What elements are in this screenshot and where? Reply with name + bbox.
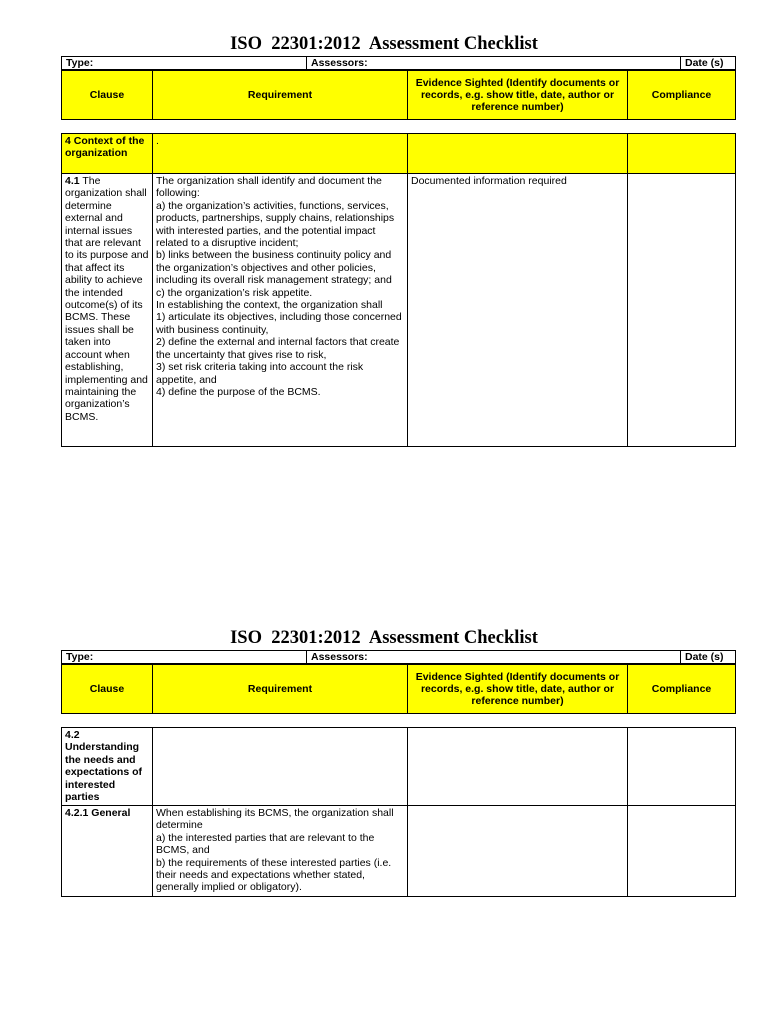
section-requirement: . [153, 134, 408, 174]
compliance-header: Compliance [628, 71, 736, 120]
requirement-header: Requirement [153, 71, 408, 120]
section-row [62, 728, 736, 806]
requirement-line: In establishing the context, the organization shall [156, 299, 383, 312]
table-row [62, 174, 736, 447]
header-table [61, 650, 736, 664]
requirement-cell [153, 806, 408, 897]
requirement-line: 2) define the external and internal factors that create the uncertainty that gives rise to risk, [156, 336, 400, 361]
section-compliance [628, 134, 736, 174]
clause-header: Clause [62, 665, 153, 714]
requirement-line: The organization shall identify and document the following: [156, 175, 382, 200]
meta-row [62, 57, 736, 70]
clause-cell [62, 174, 153, 447]
requirement-line: 3) set risk criteria taking into account the risk appetite, and [156, 361, 364, 386]
column-header-row [62, 665, 736, 714]
section-compliance [628, 728, 736, 806]
section-row [62, 134, 736, 174]
requirement-line: b) links between the business continuity policy and the organization’s objectives and other policies, including its overall risk management strategy; and [156, 249, 392, 287]
meta-row [62, 651, 736, 664]
date-label: Date (s) [681, 651, 736, 664]
checklist-table [61, 727, 736, 897]
requirement-line: When establishing its BCMS, the organization shall determine [156, 807, 394, 832]
type-label: Type: [62, 651, 307, 664]
assessors-label: Assessors: [307, 651, 681, 664]
requirement-line: c) the organization’s risk appetite. [156, 286, 313, 299]
compliance-cell[interactable] [628, 806, 736, 897]
table-row [62, 806, 736, 897]
requirement-line: 1) articulate its objectives, including those concerned with business continuity, [156, 311, 402, 336]
requirement-cell [153, 174, 408, 447]
date-label: Date (s) [681, 57, 736, 70]
requirement-line: a) the interested parties that are relevant to the BCMS, and [156, 831, 375, 857]
section-clause: 4.2 Understanding the needs and expectations of interested parties [62, 728, 153, 806]
checklist-table [61, 133, 736, 447]
clause-cell: 4.2.1 General [62, 806, 153, 897]
clause-number: 4.1 [65, 175, 80, 187]
requirement-header: Requirement [153, 665, 408, 714]
requirement-line: b) the requirements of these interested parties (i.e. their needs and expectations whether stated, generally implied or obligatory). [156, 856, 392, 894]
assessors-label: Assessors: [307, 57, 681, 70]
type-label: Type: [62, 57, 307, 70]
header-table [61, 56, 736, 70]
requirement-line: 4) define the purpose of the BCMS. [156, 385, 321, 398]
section-requirement [153, 728, 408, 806]
page-title: ISO 22301:2012 Assessment Checklist [230, 628, 538, 648]
evidence-header: Evidence Sighted (Identify documents or records, e.g. show title, date, author or reference number) [408, 71, 628, 120]
clause-header: Clause [62, 71, 153, 120]
section-evidence [408, 134, 628, 174]
evidence-header: Evidence Sighted (Identify documents or records, e.g. show title, date, author or reference number) [408, 665, 628, 714]
page-title: ISO 22301:2012 Assessment Checklist [230, 34, 538, 54]
column-header-table [61, 664, 736, 714]
column-header-row [62, 71, 736, 120]
section-clause: 4 Context of the organization [62, 134, 153, 174]
compliance-cell[interactable] [628, 174, 736, 447]
evidence-cell[interactable]: Documented information required [408, 174, 628, 447]
clause-text: The organization shall determine external and internal issues that are relevant to its purpose and that affect its ability to achieve the intended outcome(s) of its BCMS. These issues shall be taken into account when establishing, implementing and maintaining the organization’s BCMS. [65, 175, 149, 423]
section-evidence [408, 728, 628, 806]
column-header-table [61, 70, 736, 120]
compliance-header: Compliance [628, 665, 736, 714]
requirement-line: a) the organization’s activities, functions, services, products, partnerships, supply chains, relationships with interested parties, and the potential impact related to a disruptive incident; [156, 199, 395, 250]
evidence-cell[interactable] [408, 806, 628, 897]
